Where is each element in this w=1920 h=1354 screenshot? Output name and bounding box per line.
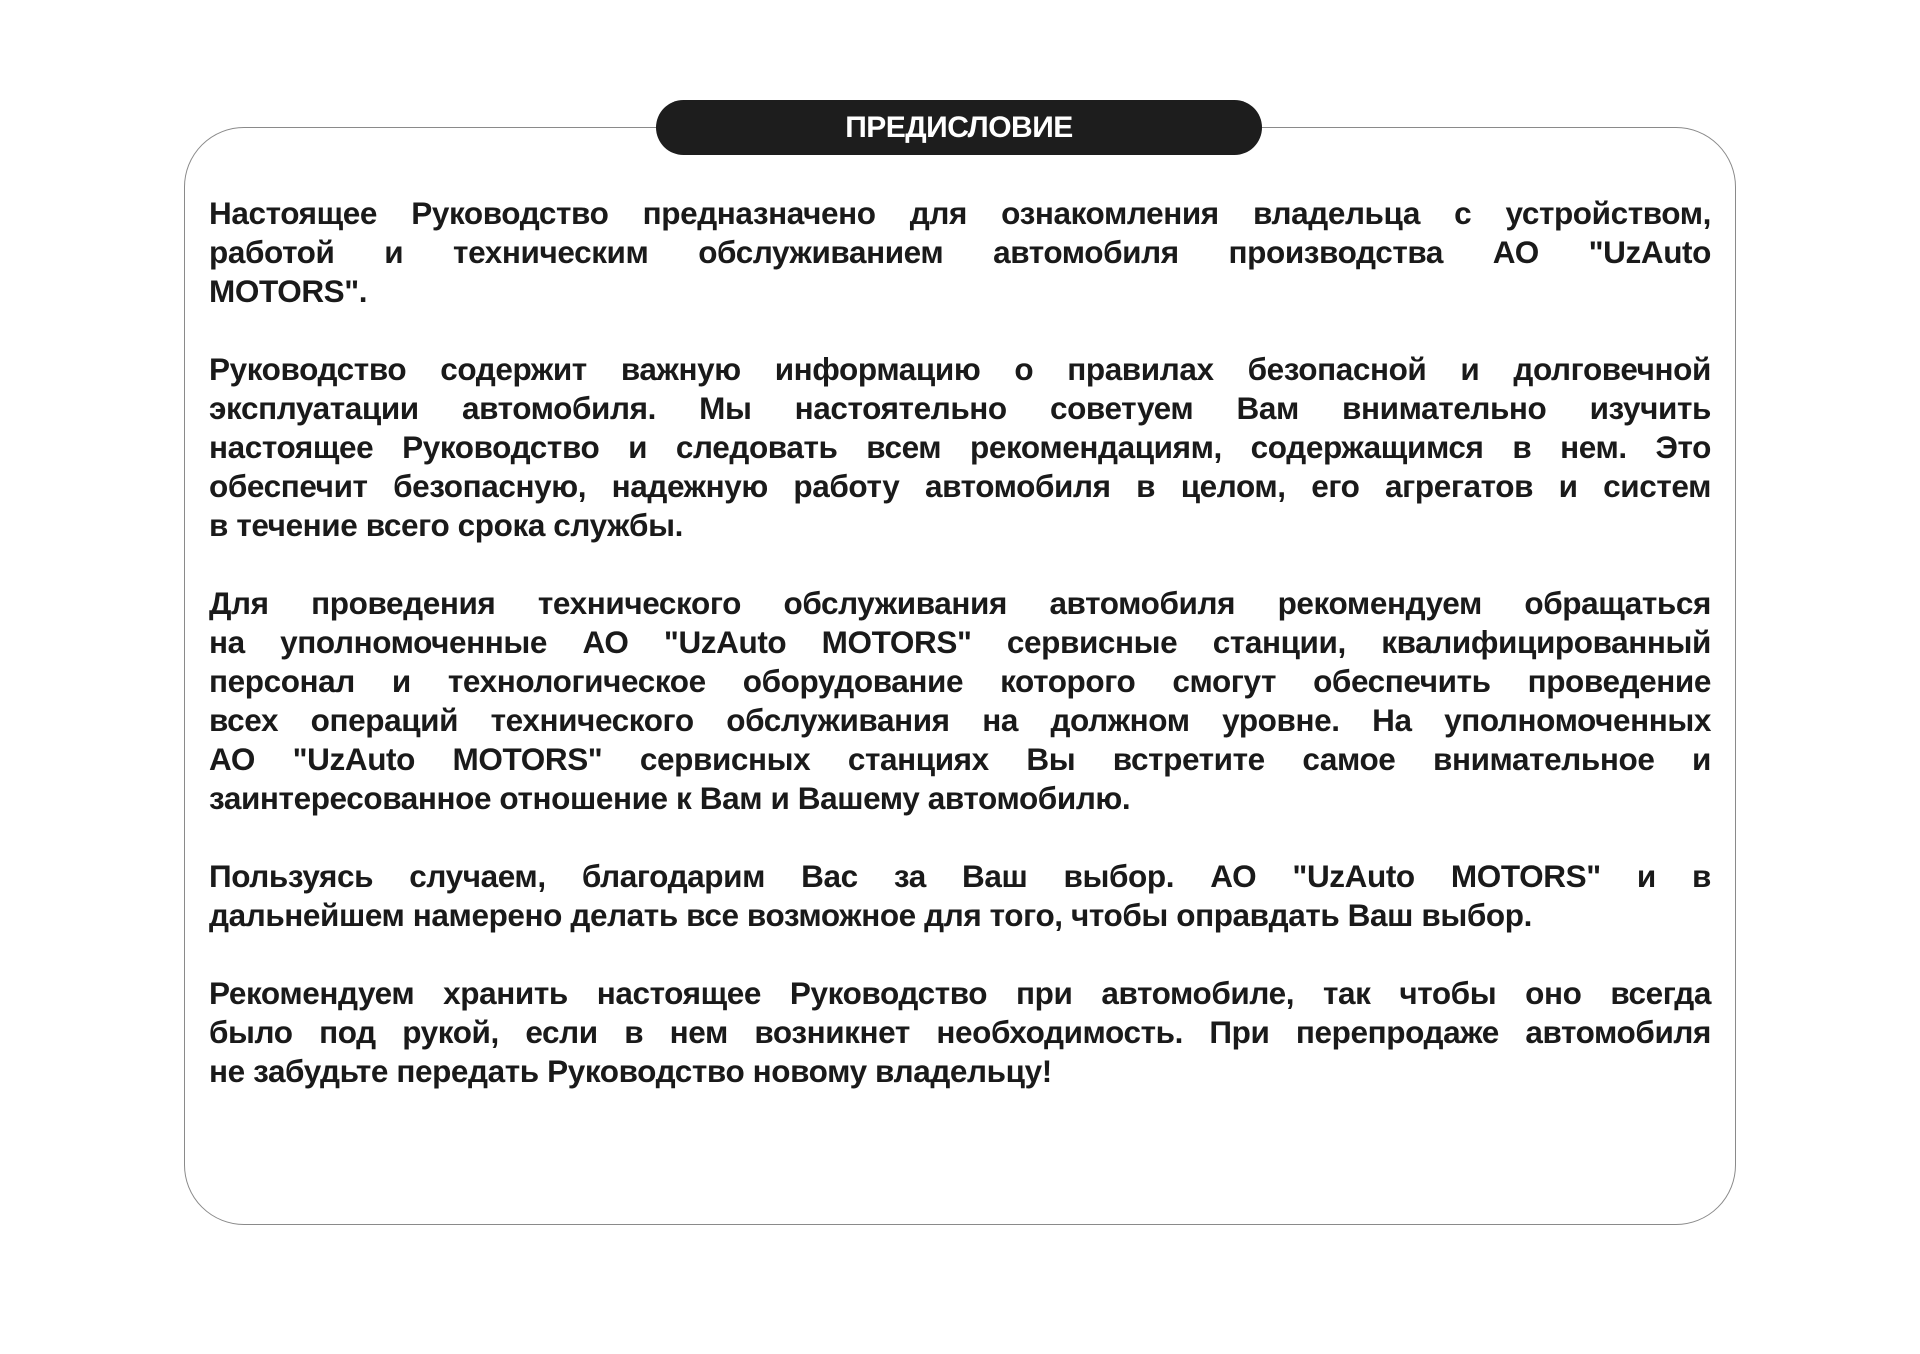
text-line: не забудьте передать Руководство новому владельцу! <box>209 1053 1052 1089</box>
section-title: ПРЕДИСЛОВИЕ <box>845 110 1073 144</box>
text-line: Руководство содержит важную информацию о правилах безопасной и долговечной <box>209 351 1711 387</box>
text-line: эксплуатации автомобиля. Мы настоятельно советуем Вам внимательно изучить <box>209 390 1711 426</box>
text-line: обеспечит безопасную, надежную работу автомобиля в целом, его агрегатов и систем <box>209 468 1711 504</box>
text-line: Пользуясь случаем, благодарим Вас за Ваш выбор. АО "UzAuto MOTORS" и в <box>209 858 1711 894</box>
text-line: было под рукой, если в нем возникнет необходимость. При перепродаже автомобиля <box>209 1014 1711 1050</box>
paragraph <box>209 584 1711 818</box>
section-title-badge <box>656 100 1262 155</box>
text-line: заинтересованное отношение к Вам и Вашему автомобилю. <box>209 780 1131 816</box>
text-line: всех операций технического обслуживания на должном уровне. На уполномоченных <box>209 702 1711 738</box>
paragraph <box>209 857 1711 935</box>
paragraph <box>209 974 1711 1091</box>
text-line: Для проведения технического обслуживания автомобиля рекомендуем обращаться <box>209 585 1711 621</box>
text-line: персонал и технологическое оборудование которого смогут обеспечить проведение <box>209 663 1711 699</box>
text-line: дальнейшем намерено делать все возможное для того, чтобы оправдать Ваш выбор. <box>209 897 1532 933</box>
text-line: в течение всего срока службы. <box>209 507 683 543</box>
text-line: АО "UzAuto MOTORS" сервисных станциях Вы встретите самое внимательное и <box>209 741 1711 777</box>
text-line: MOTORS". <box>209 273 368 309</box>
text-line: Рекомендуем хранить настоящее Руководство при автомобиле, так чтобы оно всегда <box>209 975 1711 1011</box>
text-line: Настоящее Руководство предназначено для ознакомления владельца с устройством, <box>209 195 1711 231</box>
foreword-text <box>209 194 1711 1130</box>
paragraph <box>209 350 1711 545</box>
text-line: работой и техническим обслуживанием автомобиля производства АО "UzAuto <box>209 234 1711 270</box>
text-line: на уполномоченные АО "UzAuto MOTORS" сервисные станции, квалифицированный <box>209 624 1711 660</box>
paragraph <box>209 194 1711 311</box>
text-line: настоящее Руководство и следовать всем рекомендациям, содержащимся в нем. Это <box>209 429 1711 465</box>
